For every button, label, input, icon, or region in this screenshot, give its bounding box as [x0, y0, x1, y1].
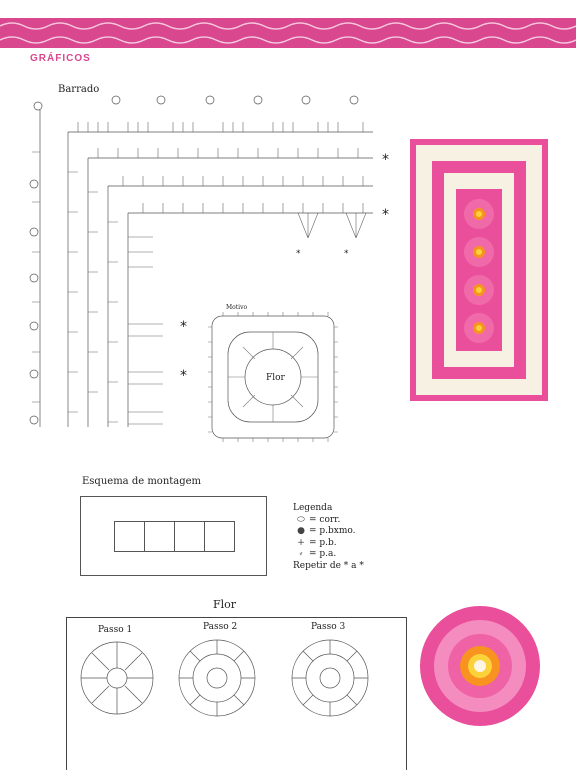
legend-item: + = p.b. — [293, 538, 364, 550]
repeat-mark: * — [180, 368, 187, 384]
assembly-cells — [115, 521, 235, 552]
assembly-cell — [114, 521, 145, 552]
legend-item: ⸗ = p.a. — [293, 549, 364, 561]
step-label: Passo 2 — [203, 622, 238, 632]
repeat-mark: * — [180, 319, 187, 335]
header-band — [0, 18, 576, 48]
legend — [293, 503, 364, 572]
double-crochet-symbol-icon: ⸗ — [299, 549, 303, 559]
repeat-mark: * — [382, 152, 389, 168]
single-crochet-symbol-icon: + — [297, 537, 305, 548]
legend-item: ● = p.bxmo. — [293, 526, 364, 538]
flor-step-charts — [72, 638, 402, 718]
assembly-title: Esquema de montagem — [82, 476, 202, 487]
barrado-title: Barrado — [58, 84, 100, 95]
repeat-note: Repetir de * a * — [293, 560, 364, 571]
flor-title: Flor — [213, 598, 237, 611]
repeat-mark: * — [296, 249, 301, 259]
assembly-cell — [174, 521, 205, 552]
flower-photo — [418, 604, 542, 728]
chain-symbol-icon: ⬭ — [297, 514, 305, 525]
legend-item: ⬭ = corr. — [293, 515, 364, 527]
repeat-mark: * — [382, 207, 389, 223]
wave-decoration — [0, 18, 576, 48]
rug-photo — [410, 139, 548, 401]
motivo-title: Motivo — [226, 304, 248, 311]
repeat-mark: * — [344, 249, 349, 259]
legend-title: Legenda — [293, 503, 333, 513]
section-title: GRÁFICOS — [30, 53, 91, 64]
slip-stitch-symbol-icon: ● — [297, 526, 305, 536]
flor-center-label: Flor — [266, 373, 285, 383]
step-label: Passo 1 — [98, 625, 133, 635]
assembly-cell — [204, 521, 235, 552]
step-label: Passo 3 — [311, 622, 346, 632]
assembly-cell — [144, 521, 175, 552]
